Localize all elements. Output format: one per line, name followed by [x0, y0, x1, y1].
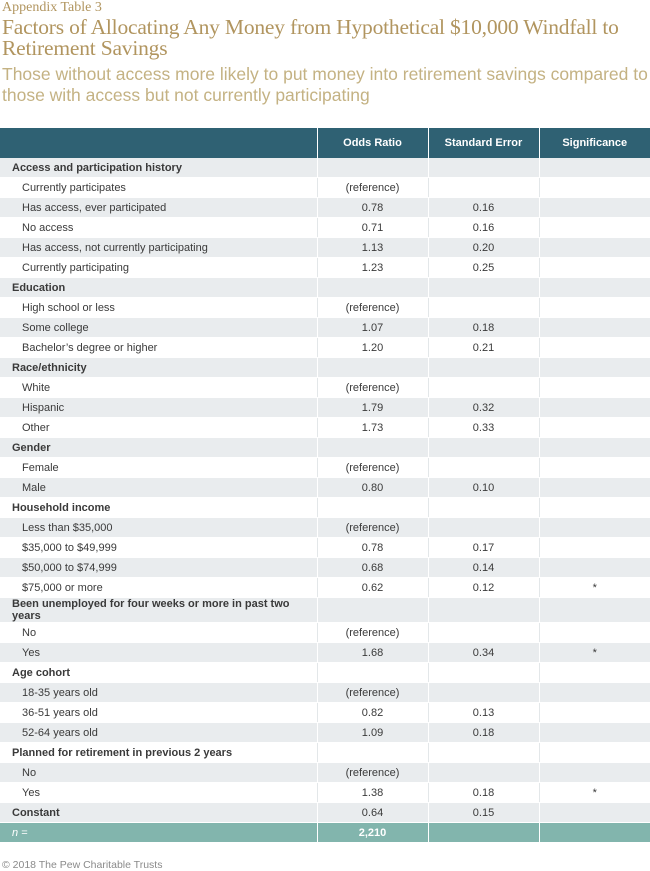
- table-row: [0, 558, 650, 578]
- odds-ratio-cell: [317, 498, 428, 518]
- odds-ratio-cell: [317, 158, 428, 178]
- row-label: Male: [0, 478, 317, 498]
- standard-error-cell: 0.18: [428, 318, 539, 338]
- table-row: [0, 178, 650, 198]
- row-label: $35,000 to $49,999: [0, 538, 317, 558]
- standard-error-cell: [428, 278, 539, 298]
- odds-ratio-cell: (reference): [317, 178, 428, 198]
- table-row: [0, 578, 650, 598]
- table-number-label: Appendix Table 3: [2, 0, 102, 15]
- odds-ratio-cell: 1.20: [317, 338, 428, 358]
- group-label: Constant: [0, 803, 317, 823]
- sample-size-label: n =: [0, 823, 317, 843]
- significance-cell: [539, 498, 650, 518]
- significance-cell: [539, 623, 650, 643]
- standard-error-cell: 0.13: [428, 703, 539, 723]
- odds-ratio-cell: 1.13: [317, 238, 428, 258]
- significance-cell: *: [539, 643, 650, 663]
- sample-size-value: 2,210: [317, 823, 428, 843]
- odds-ratio-cell: 1.07: [317, 318, 428, 338]
- odds-ratio-cell: (reference): [317, 683, 428, 703]
- significance-cell: [539, 298, 650, 318]
- odds-ratio-cell: (reference): [317, 378, 428, 398]
- sample-size-row: [0, 823, 650, 843]
- standard-error-cell: 0.20: [428, 238, 539, 258]
- group-label: Planned for retirement in previous 2 years: [0, 743, 317, 763]
- table-group-row: [0, 743, 650, 763]
- standard-error-cell: [428, 598, 539, 623]
- table-row: [0, 643, 650, 663]
- table-row: [0, 398, 650, 418]
- row-label: Currently participates: [0, 178, 317, 198]
- odds-ratio-cell: 0.80: [317, 478, 428, 498]
- row-label: 52-64 years old: [0, 723, 317, 743]
- significance-cell: [539, 198, 650, 218]
- column-header-odds-ratio: Odds Ratio: [317, 128, 428, 158]
- significance-cell: [539, 338, 650, 358]
- significance-cell: [539, 378, 650, 398]
- row-label: Hispanic: [0, 398, 317, 418]
- row-label: Bachelor’s degree or higher: [0, 338, 317, 358]
- column-header-variable: [0, 128, 317, 158]
- row-label: Currently participating: [0, 258, 317, 278]
- table-header: [2, 0, 648, 106]
- column-header-significance: Significance: [539, 128, 650, 158]
- row-label: Has access, ever participated: [0, 198, 317, 218]
- standard-error-cell: 0.15: [428, 803, 539, 823]
- row-label: No access: [0, 218, 317, 238]
- table-row: [0, 538, 650, 558]
- significance-cell: [539, 278, 650, 298]
- odds-ratio-cell: (reference): [317, 623, 428, 643]
- standard-error-cell: 0.34: [428, 643, 539, 663]
- table-row: [0, 258, 650, 278]
- standard-error-cell: [428, 498, 539, 518]
- standard-error-cell: 0.18: [428, 723, 539, 743]
- standard-error-cell: 0.32: [428, 398, 539, 418]
- table-subtitle: Those without access more likely to put money into retirement savings compared to those with access but not currently participating: [2, 64, 648, 105]
- group-label: Age cohort: [0, 663, 317, 683]
- group-label: Education: [0, 278, 317, 298]
- table-group-row: [0, 803, 650, 823]
- odds-ratio-cell: 0.78: [317, 538, 428, 558]
- sample-size-sig: [539, 823, 650, 843]
- significance-cell: [539, 763, 650, 783]
- standard-error-cell: 0.18: [428, 783, 539, 803]
- table-row: [0, 683, 650, 703]
- group-label: Household income: [0, 498, 317, 518]
- table-row: [0, 783, 650, 803]
- significance-cell: [539, 803, 650, 823]
- standard-error-cell: [428, 158, 539, 178]
- significance-cell: [539, 398, 650, 418]
- standard-error-cell: [428, 438, 539, 458]
- table-row: [0, 338, 650, 358]
- significance-cell: [539, 683, 650, 703]
- table-group-row: [0, 438, 650, 458]
- table-row: [0, 318, 650, 338]
- standard-error-cell: [428, 623, 539, 643]
- odds-ratio-cell: [317, 743, 428, 763]
- odds-ratio-cell: 1.79: [317, 398, 428, 418]
- row-label: $75,000 or more: [0, 578, 317, 598]
- significance-cell: [539, 258, 650, 278]
- row-label: 36-51 years old: [0, 703, 317, 723]
- odds-ratio-cell: [317, 663, 428, 683]
- odds-ratio-cell: 0.71: [317, 218, 428, 238]
- table-row: [0, 198, 650, 218]
- standard-error-cell: [428, 518, 539, 538]
- odds-ratio-cell: 1.73: [317, 418, 428, 438]
- standard-error-cell: [428, 763, 539, 783]
- standard-error-cell: [428, 358, 539, 378]
- column-header-standard-error: Standard Error: [428, 128, 539, 158]
- column-header-row: [0, 128, 650, 158]
- standard-error-cell: [428, 298, 539, 318]
- odds-ratio-cell: [317, 438, 428, 458]
- odds-ratio-cell: (reference): [317, 763, 428, 783]
- standard-error-cell: 0.25: [428, 258, 539, 278]
- odds-ratio-cell: [317, 278, 428, 298]
- row-label: No: [0, 763, 317, 783]
- standard-error-cell: [428, 178, 539, 198]
- odds-ratio-cell: 1.23: [317, 258, 428, 278]
- significance-cell: [539, 358, 650, 378]
- table-group-row: [0, 158, 650, 178]
- row-label: Other: [0, 418, 317, 438]
- sample-size-se: [428, 823, 539, 843]
- row-label: Yes: [0, 643, 317, 663]
- table-row: [0, 298, 650, 318]
- table-row: [0, 703, 650, 723]
- table-row: [0, 418, 650, 438]
- odds-ratio-cell: (reference): [317, 458, 428, 478]
- odds-ratio-cell: 1.38: [317, 783, 428, 803]
- significance-cell: [539, 218, 650, 238]
- significance-cell: [539, 238, 650, 258]
- standard-error-cell: 0.33: [428, 418, 539, 438]
- odds-ratio-cell: [317, 358, 428, 378]
- table-group-row: [0, 663, 650, 683]
- copyright-footer: © 2018 The Pew Charitable Trusts: [2, 859, 163, 871]
- odds-ratio-cell: 1.09: [317, 723, 428, 743]
- group-label: Been unemployed for four weeks or more in past two years: [0, 598, 317, 623]
- group-label: Access and participation history: [0, 158, 317, 178]
- standard-error-cell: 0.16: [428, 218, 539, 238]
- table-group-row: [0, 358, 650, 378]
- significance-cell: [539, 598, 650, 623]
- standard-error-cell: [428, 683, 539, 703]
- table-group-row: [0, 278, 650, 298]
- odds-ratio-cell: 0.82: [317, 703, 428, 723]
- standard-error-cell: 0.16: [428, 198, 539, 218]
- table-row: [0, 218, 650, 238]
- standard-error-cell: 0.12: [428, 578, 539, 598]
- significance-cell: [539, 178, 650, 198]
- group-label: Race/ethnicity: [0, 358, 317, 378]
- table-row: [0, 478, 650, 498]
- standard-error-cell: [428, 663, 539, 683]
- table-row: [0, 238, 650, 258]
- regression-table: [0, 128, 650, 843]
- odds-ratio-cell: 0.78: [317, 198, 428, 218]
- significance-cell: [539, 558, 650, 578]
- standard-error-cell: [428, 378, 539, 398]
- odds-ratio-cell: (reference): [317, 298, 428, 318]
- table-row: [0, 763, 650, 783]
- table-body: [0, 158, 650, 843]
- table-row: [0, 458, 650, 478]
- significance-cell: [539, 743, 650, 763]
- table-group-row: [0, 498, 650, 518]
- odds-ratio-cell: 1.68: [317, 643, 428, 663]
- odds-ratio-cell: 0.62: [317, 578, 428, 598]
- significance-cell: [539, 518, 650, 538]
- row-label: Less than $35,000: [0, 518, 317, 538]
- significance-cell: [539, 723, 650, 743]
- odds-ratio-cell: (reference): [317, 518, 428, 538]
- row-label: No: [0, 623, 317, 643]
- table-row: [0, 518, 650, 538]
- standard-error-cell: 0.21: [428, 338, 539, 358]
- table-group-row: [0, 598, 650, 623]
- significance-cell: [539, 458, 650, 478]
- odds-ratio-cell: 0.64: [317, 803, 428, 823]
- significance-cell: [539, 318, 650, 338]
- table-row: [0, 378, 650, 398]
- table-row: [0, 723, 650, 743]
- significance-cell: [539, 158, 650, 178]
- odds-ratio-cell: 0.68: [317, 558, 428, 578]
- row-label: Some college: [0, 318, 317, 338]
- significance-cell: [539, 418, 650, 438]
- standard-error-cell: [428, 458, 539, 478]
- odds-ratio-cell: [317, 598, 428, 623]
- significance-cell: [539, 703, 650, 723]
- table-row: [0, 623, 650, 643]
- significance-cell: *: [539, 783, 650, 803]
- significance-cell: *: [539, 578, 650, 598]
- row-label: High school or less: [0, 298, 317, 318]
- row-label: 18-35 years old: [0, 683, 317, 703]
- row-label: Female: [0, 458, 317, 478]
- significance-cell: [539, 538, 650, 558]
- row-label: $50,000 to $74,999: [0, 558, 317, 578]
- row-label: Has access, not currently participating: [0, 238, 317, 258]
- group-label: Gender: [0, 438, 317, 458]
- row-label: Yes: [0, 783, 317, 803]
- row-label: White: [0, 378, 317, 398]
- table-title: Factors of Allocating Any Money from Hypothetical $10,000 Windfall to Retirement Savings: [2, 15, 619, 60]
- significance-cell: [539, 438, 650, 458]
- significance-cell: [539, 478, 650, 498]
- standard-error-cell: 0.10: [428, 478, 539, 498]
- significance-cell: [539, 663, 650, 683]
- standard-error-cell: [428, 743, 539, 763]
- standard-error-cell: 0.14: [428, 558, 539, 578]
- standard-error-cell: 0.17: [428, 538, 539, 558]
